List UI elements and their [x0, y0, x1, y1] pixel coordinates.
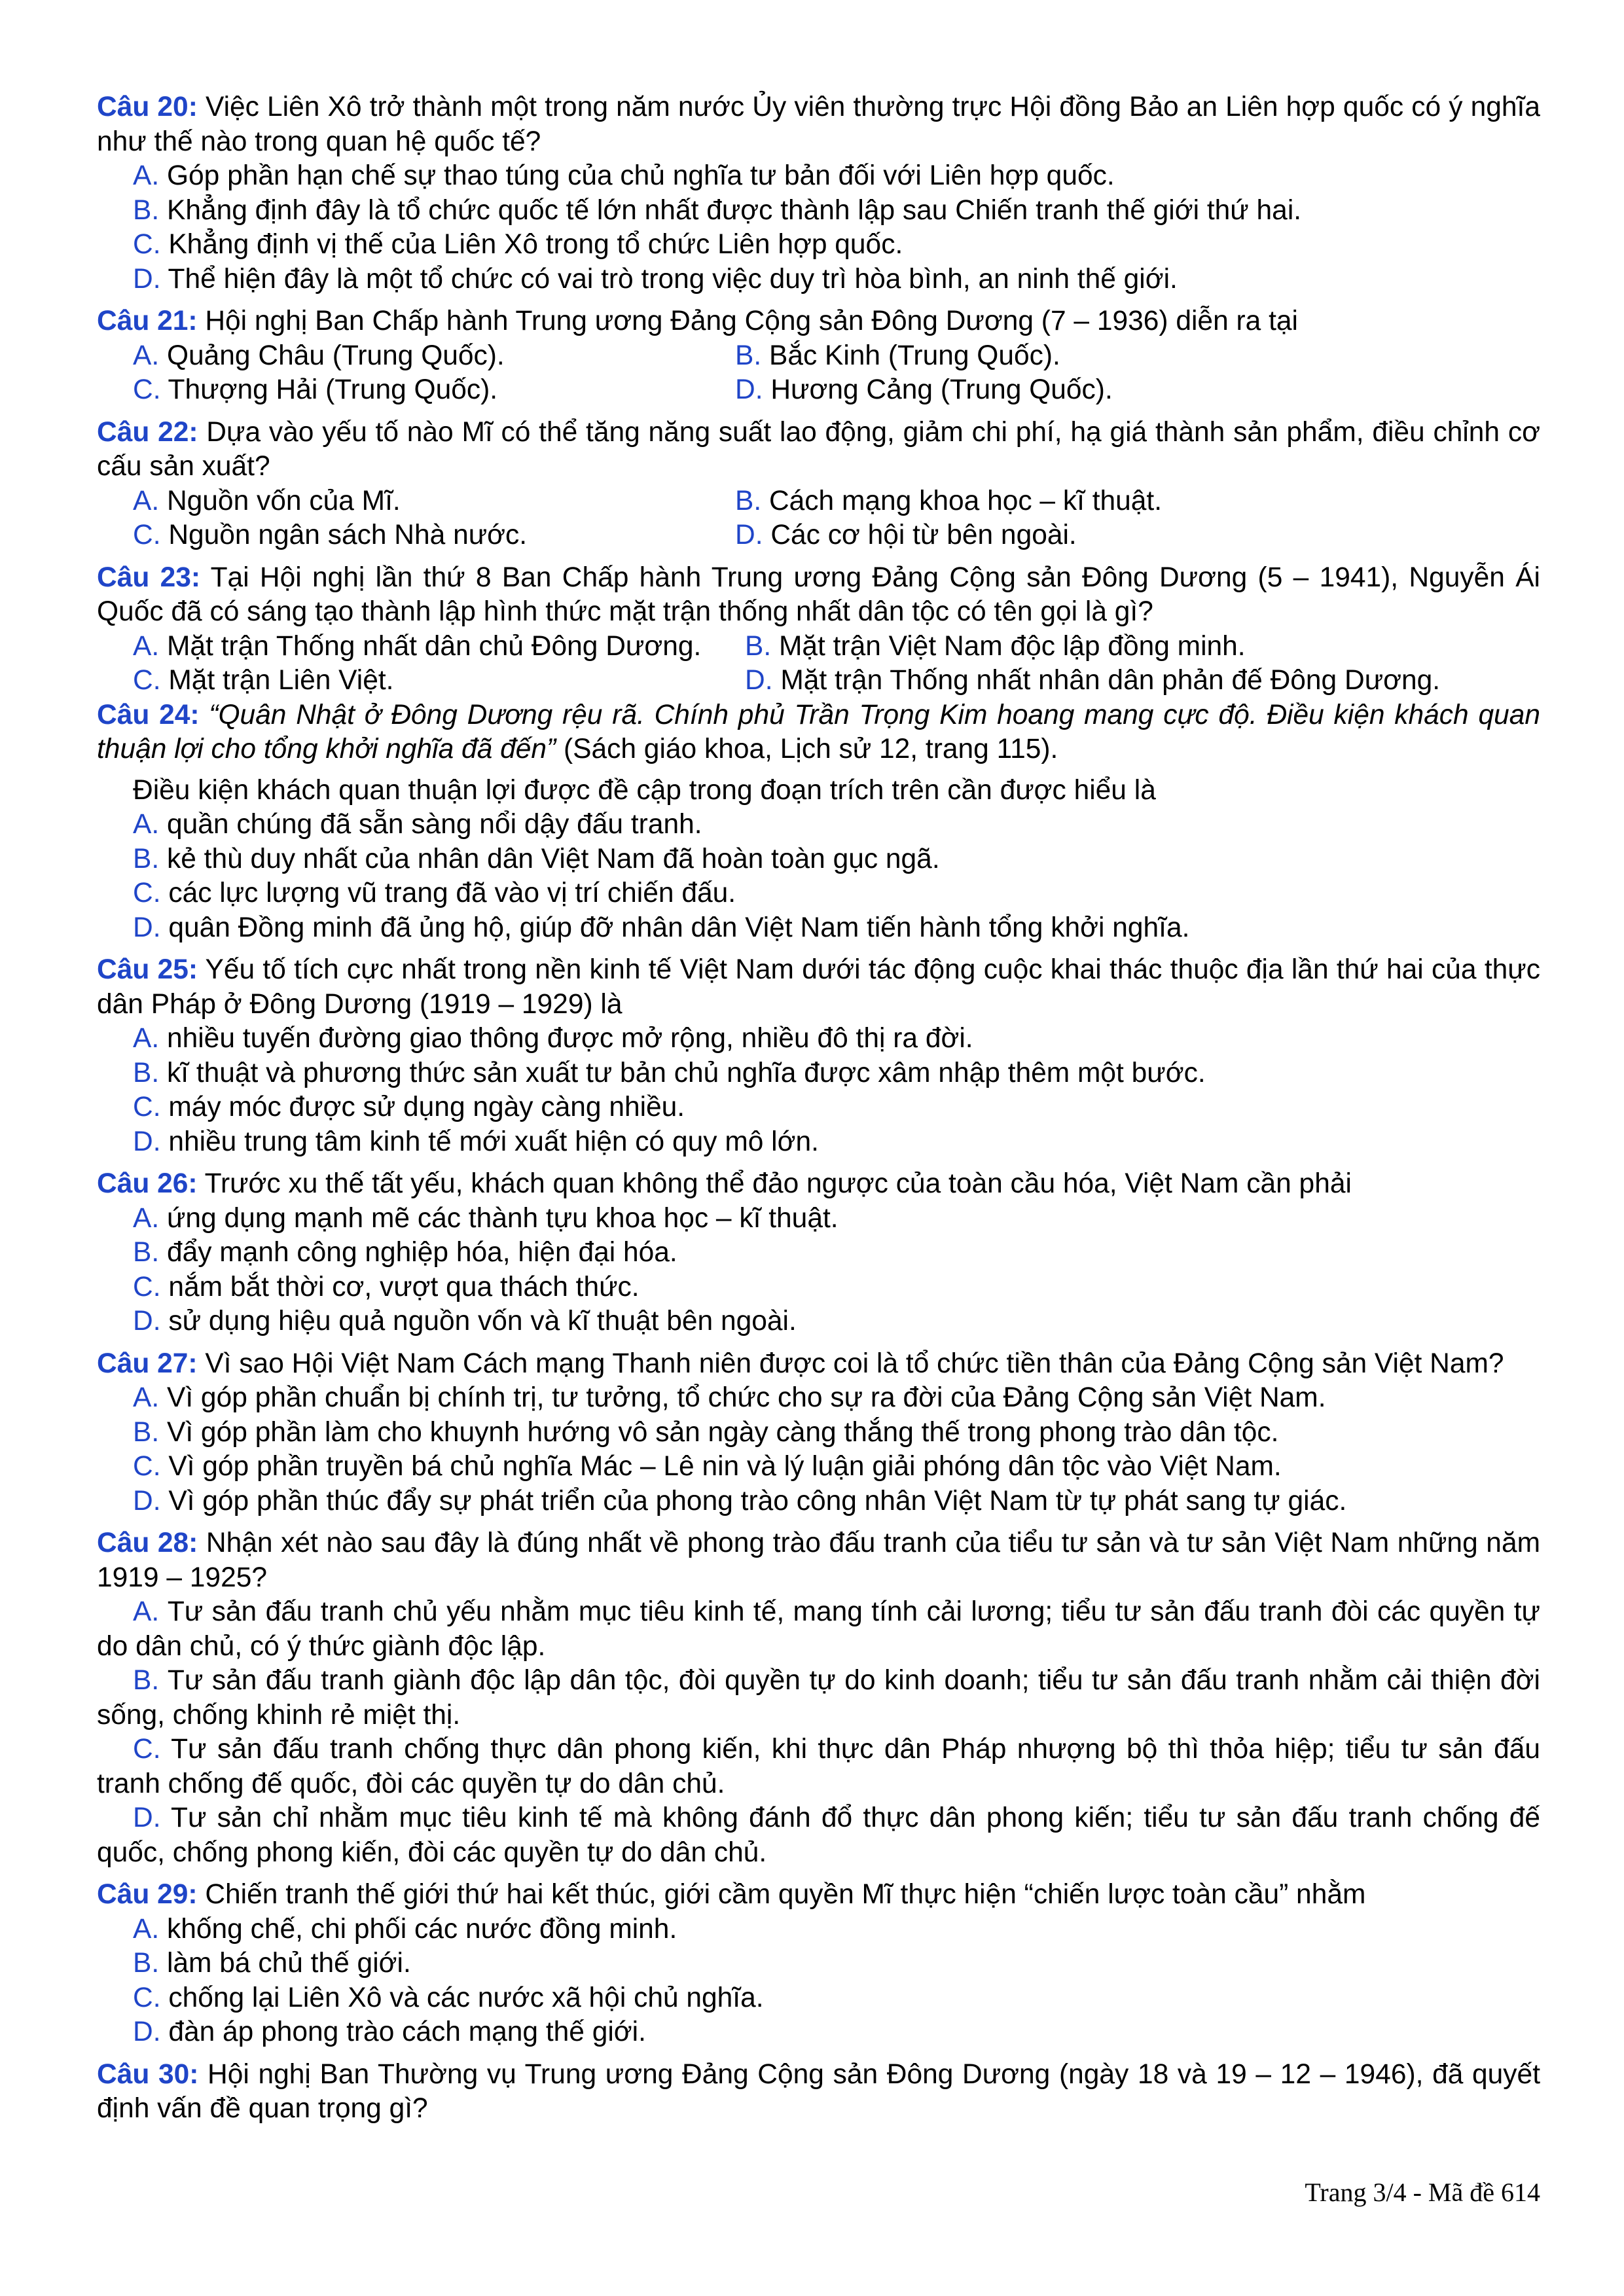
option-a: [97, 1202, 1540, 1236]
option-text: Thể hiện đây là một tổ chức có vai trò trong việc duy trì hòa bình, an ninh thế giới.: [168, 263, 1178, 295]
option-text: Tư sản đấu tranh giành độc lập dân tộc, đòi quyền tự do kinh doanh; tiểu tư sản đấu tranh nhằm cải thiện đời sống, chống khinh rẻ miệt thị.: [97, 1665, 1540, 1731]
option-label: A.: [133, 340, 160, 371]
option-label: C.: [133, 878, 161, 908]
option-text: các lực lượng vũ trang đã vào vị trí chiến đấu.: [168, 878, 736, 908]
question-text: Tại Hội nghị lần thứ 8 Ban Chấp hành Trung ương Đảng Cộng sản Đông Dương (5 – 1941), Nguyễn Ái Quốc đã có sáng tạo thành lập hình thức mặt trận thống nhất dân tộc có tên gọi là gì?: [97, 562, 1540, 627]
question-label: Câu 28:: [97, 1528, 198, 1558]
question-stem: [97, 2058, 1540, 2126]
option-d: [745, 664, 1540, 698]
option-label: B.: [133, 194, 160, 226]
option-text: quân Đồng minh đã ủng hộ, giúp đỡ nhân dân Việt Nam tiến hành tổng khởi nghĩa.: [168, 912, 1190, 943]
option-text: làm bá chủ thế giới.: [166, 1948, 411, 1979]
option-c: [97, 1450, 1540, 1484]
question-29: [97, 1878, 1540, 2050]
option-label: D.: [133, 1126, 161, 1157]
option-label: C.: [133, 374, 161, 405]
option-d: [97, 1484, 1540, 1519]
question-stem: [97, 1526, 1540, 1595]
option-text: Mặt trận Liên Việt.: [168, 665, 394, 696]
option-label: B.: [133, 1948, 160, 1979]
option-c: [97, 373, 735, 408]
option-text: đàn áp phong trào cách mạng thế giới.: [168, 2017, 646, 2047]
option-text: kĩ thuật và phương thức sản xuất tư bản chủ nghĩa được xâm nhập thêm một bước.: [166, 1057, 1206, 1088]
option-label: C.: [133, 1271, 161, 1302]
option-d: [97, 1801, 1540, 1870]
option-label: D.: [133, 263, 161, 295]
option-text: kẻ thù duy nhất của nhân dân Việt Nam đã hoàn toàn gục ngã.: [166, 843, 940, 874]
question-22: [97, 416, 1540, 553]
option-b: [97, 194, 1540, 228]
option-label: D.: [735, 520, 763, 550]
option-text: Tư sản chỉ nhằm mục tiêu kinh tế mà không đánh đổ thực dân phong kiến; tiểu tư sản đấu tranh chống đế quốc, chống phong kiến, đòi các quyền tự do dân chủ.: [97, 1803, 1540, 1868]
question-20: [97, 90, 1540, 296]
option-d: [97, 1304, 1540, 1339]
option-a: [97, 484, 735, 519]
question-30: [97, 2058, 1540, 2126]
option-text: nhiều tuyến đường giao thông được mở rộng, nhiều đô thị ra đời.: [166, 1023, 973, 1054]
option-d: [735, 373, 1540, 408]
option-label: A.: [133, 630, 160, 662]
option-text: chống lại Liên Xô và các nước xã hội chủ nghĩa.: [168, 1982, 764, 2013]
question-text: Yếu tố tích cực nhất trong nền kinh tế Việt Nam dưới tác động cuộc khai thác thuộc địa lần thứ hai của thực dân Pháp ở Đông Dương (1919 – 1929) là: [97, 954, 1540, 1020]
option-a: [97, 1912, 1540, 1947]
option-b: [735, 484, 1540, 519]
option-label: B.: [735, 340, 762, 371]
question-stem: [97, 1167, 1540, 1202]
option-a: [97, 1381, 1540, 1416]
option-text: Quảng Châu (Trung Quốc).: [166, 340, 505, 371]
question-text: Dựa vào yếu tố nào Mĩ có thể tăng năng suất lao động, giảm chi phí, hạ giá thành sản phẩm, điều chỉnh cơ cấu sản xuất?: [97, 416, 1540, 482]
option-text: quần chúng đã sẵn sàng nổi dậy đấu tranh.: [166, 809, 702, 840]
option-a: [97, 1022, 1540, 1056]
question-26: [97, 1167, 1540, 1339]
option-text: Tư sản đấu tranh chống thực dân phong kiến, khi thực dân Pháp nhượng bộ thì thỏa hiệp; tiểu tư sản đấu tranh chống đế quốc, đòi các quyền tự do dân chủ.: [97, 1734, 1541, 1799]
option-d: [735, 518, 1540, 553]
option-a: [97, 159, 1540, 194]
option-b: [97, 1946, 1540, 1981]
option-row: [97, 484, 1540, 519]
option-text: Nguồn ngân sách Nhà nước.: [168, 520, 528, 550]
option-text: đẩy mạnh công nghiệp hóa, hiện đại hóa.: [166, 1237, 677, 1268]
option-d: [97, 911, 1540, 946]
option-text: Cách mạng khoa học – kĩ thuật.: [768, 485, 1163, 516]
option-label: A.: [133, 1382, 160, 1413]
option-text: Khẳng định vị thế của Liên Xô trong tổ chức Liên hợp quốc.: [168, 229, 903, 260]
option-b: [97, 842, 1540, 877]
option-a: [97, 1595, 1540, 1664]
question-text: Việc Liên Xô trở thành một trong năm nước Ủy viên thường trực Hội đồng Bảo an Liên hợp quốc có ý nghĩa như thế nào trong quan hệ quốc tế?: [97, 92, 1540, 157]
question-stem: [97, 304, 1540, 339]
option-c: [97, 1270, 1540, 1305]
option-text: Các cơ hội từ bên ngoài.: [770, 520, 1077, 550]
option-row: [97, 373, 1540, 408]
option-text: Góp phần hạn chế sự thao túng của chủ nghĩa tư bản đối với Liên hợp quốc.: [166, 160, 1115, 191]
option-label: C.: [133, 520, 161, 550]
option-b: [97, 1056, 1540, 1091]
option-d: [97, 262, 1540, 297]
option-label: C.: [133, 1451, 161, 1482]
question-label: Câu 24:: [97, 699, 200, 730]
option-label: D.: [133, 1803, 161, 1833]
option-label: B.: [133, 1057, 160, 1088]
option-text: ứng dụng mạnh mẽ các thành tựu khoa học – kĩ thuật.: [166, 1202, 839, 1234]
option-c: [97, 876, 1540, 911]
option-d: [97, 1125, 1540, 1160]
option-b: [735, 339, 1540, 374]
option-label: B.: [745, 630, 772, 662]
option-label: B.: [133, 1237, 160, 1268]
question-21: [97, 304, 1540, 408]
option-text: nhiều trung tâm kinh tế mới xuất hiện có quy mô lớn.: [168, 1126, 819, 1157]
question-stem: [97, 1878, 1540, 1912]
question-text: Trước xu thế tất yếu, khách quan không thể đảo ngược của toàn cầu hóa, Việt Nam cần phải: [197, 1168, 1352, 1199]
quote-text: “Quân Nhật ở Đông Dương rệu rã. Chính phủ Trần Trọng Kim hoang mang cực độ. Điều kiện khách quan thuận lợi cho tổng khởi nghĩa đã đến”: [97, 699, 1540, 764]
option-d: [97, 2015, 1540, 2050]
option-text: máy móc được sử dụng ngày càng nhiều.: [168, 1092, 685, 1122]
option-label: A.: [133, 1202, 160, 1234]
option-label: B.: [133, 1665, 160, 1696]
question-text: Hội nghị Ban Chấp hành Trung ương Đảng Cộng sản Đông Dương (7 – 1936) diễn ra tại: [197, 306, 1298, 336]
option-row: [97, 630, 1540, 664]
option-label: B.: [133, 1416, 160, 1448]
question-stem: [97, 90, 1540, 159]
quote-source: (Sách giáo khoa, Lịch sử 12, trang 115).: [556, 734, 1058, 764]
option-text: Vì góp phần làm cho khuynh hướng vô sản ngày càng thắng thế trong phong trào dân tộc.: [166, 1416, 1279, 1448]
option-label: B.: [735, 485, 762, 516]
option-text: Bắc Kinh (Trung Quốc).: [768, 340, 1060, 371]
option-c: [97, 664, 745, 698]
option-text: Nguồn vốn của Mĩ.: [166, 485, 401, 516]
option-c: [97, 1981, 1540, 2016]
option-label: A.: [133, 485, 160, 516]
question-label: Câu 21:: [97, 306, 198, 336]
question-stem: [97, 953, 1540, 1022]
question-stem: [97, 561, 1540, 630]
option-b: [97, 1664, 1540, 1732]
option-text: Mặt trận Thống nhất nhân dân phản đế Đông Dương.: [780, 665, 1441, 696]
option-label: D.: [735, 374, 763, 405]
page-footer: Trang 3/4 - Mã đề 614: [1305, 2178, 1540, 2207]
option-c: [97, 518, 735, 553]
option-text: Thượng Hải (Trung Quốc).: [168, 374, 498, 405]
question-text: Chiến tranh thế giới thứ hai kết thúc, giới cầm quyền Mĩ thực hiện “chiến lược toàn cầu” nhằm: [197, 1879, 1366, 1910]
option-label: D.: [133, 2017, 161, 2047]
option-label: D.: [745, 665, 773, 696]
option-text: Tư sản đấu tranh chủ yếu nhằm mục tiêu kinh tế, mang tính cải lương; tiểu tư sản đấu tranh đòi các quyền tự do dân chủ, có ý thức giành độc lập.: [97, 1596, 1540, 1662]
question-label: Câu 27:: [97, 1348, 198, 1379]
question-label: Câu 30:: [97, 2058, 199, 2090]
option-c: [97, 1732, 1540, 1801]
option-row: [97, 664, 1540, 698]
option-label: C.: [133, 1734, 161, 1765]
option-label: A.: [133, 809, 160, 840]
option-b: [97, 1236, 1540, 1270]
option-text: Mặt trận Việt Nam độc lập đồng minh.: [778, 630, 1246, 662]
question-28: [97, 1526, 1540, 1870]
question-stem: [97, 1347, 1540, 1382]
option-label: C.: [133, 1982, 161, 2013]
option-text: Vì góp phần truyền bá chủ nghĩa Mác – Lê nin và lý luận giải phóng dân tộc vào Việt Nam.: [168, 1451, 1282, 1482]
question-label: Câu 25:: [97, 954, 198, 985]
question-27: [97, 1347, 1540, 1519]
option-b: [97, 1416, 1540, 1450]
question-label: Câu 20:: [97, 92, 198, 122]
option-row: [97, 339, 1540, 374]
question-label: Câu 22:: [97, 416, 198, 448]
option-label: A.: [133, 1596, 160, 1627]
option-text: Vì góp phần thúc đẩy sự phát triển của phong trào công nhân Việt Nam từ tự phát sang tự giác.: [168, 1485, 1347, 1516]
option-text: Khẳng định đây là tổ chức quốc tế lớn nhất được thành lập sau Chiến tranh thế giới thứ hai.: [166, 194, 1302, 226]
option-label: D.: [133, 912, 161, 943]
option-b: [745, 630, 1540, 664]
option-label: A.: [133, 1023, 160, 1054]
question-label: Câu 29:: [97, 1879, 198, 1910]
question-25: [97, 953, 1540, 1159]
option-label: D.: [133, 1306, 161, 1336]
option-text: sử dụng hiệu quả nguồn vốn và kĩ thuật bên ngoài.: [168, 1306, 797, 1336]
option-text: Mặt trận Thống nhất dân chủ Đông Dương.: [166, 630, 702, 662]
option-text: khống chế, chi phối các nước đồng minh.: [166, 1913, 677, 1945]
option-text: Vì góp phần chuẩn bị chính trị, tư tưởng, tổ chức cho sự ra đời của Đảng Cộng sản Việt Nam.: [166, 1382, 1326, 1413]
option-a: [97, 339, 735, 374]
question-stem: [97, 698, 1540, 767]
option-a: [97, 630, 745, 664]
question-text: Hội nghị Ban Thường vụ Trung ương Đảng Cộng sản Đông Dương (ngày 18 và 19 – 12 – 1946), đã quyết định vấn đề quan trọng gì?: [97, 2058, 1540, 2124]
question-text: Nhận xét nào sau đây là đúng nhất về phong trào đấu tranh của tiểu tư sản và tư sản Việt Nam những năm 1919 – 1925?: [97, 1528, 1540, 1593]
option-text: Hương Cảng (Trung Quốc).: [770, 374, 1113, 405]
option-label: A.: [133, 1913, 160, 1945]
option-c: [97, 228, 1540, 262]
question-23: [97, 561, 1540, 698]
option-label: C.: [133, 229, 161, 260]
option-label: C.: [133, 1092, 161, 1122]
option-label: D.: [133, 1485, 161, 1516]
question-24: [97, 698, 1540, 946]
option-a: [97, 808, 1540, 842]
option-text: nắm bắt thời cơ, vượt qua thách thức.: [168, 1271, 640, 1302]
question-label: Câu 26:: [97, 1168, 198, 1199]
question-text: Vì sao Hội Việt Nam Cách mạng Thanh niên được coi là tổ chức tiền thân của Đảng Cộng sản Việt Nam?: [197, 1348, 1504, 1379]
question-text: Điều kiện khách quan thuận lợi được đề cập trong đoạn trích trên cần được hiểu là: [133, 774, 1156, 806]
option-c: [97, 1090, 1540, 1125]
option-label: C.: [133, 665, 161, 696]
option-label: A.: [133, 160, 160, 191]
option-row: [97, 518, 1540, 553]
question-stem: [97, 416, 1540, 484]
option-label: B.: [133, 843, 160, 874]
question-label: Câu 23:: [97, 562, 201, 593]
